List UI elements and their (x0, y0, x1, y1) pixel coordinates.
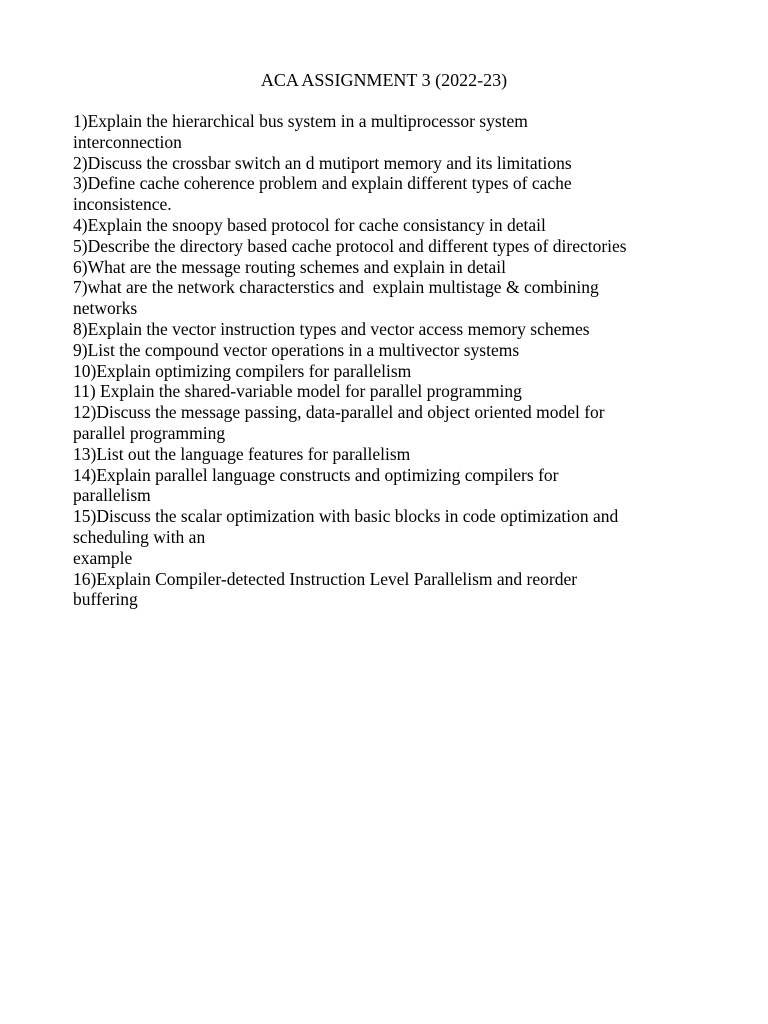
text-line: parallel programming (73, 422, 226, 443)
text-line: 10)Explain optimizing compilers for parallelism (73, 360, 412, 381)
text-line: 3)Define cache coherence problem and explain different types of cache (73, 173, 572, 194)
text-line: 12)Discuss the message passing, data-parallel and object oriented model for (73, 402, 605, 423)
text-line: 15)Discuss the scalar optimization with basic blocks in code optimization and (73, 506, 619, 527)
text-line: 13)List out the language features for parallelism (73, 443, 411, 464)
text-line: 4)Explain the snoopy based protocol for cache consistancy in detail (73, 214, 546, 235)
text-line: networks (73, 298, 138, 319)
text-line: scheduling with an (73, 526, 206, 547)
question-list (73, 111, 713, 610)
text-line: 7)what are the network characterstics and explain multistage & combining (73, 277, 599, 298)
text-line: 2)Discuss the crossbar switch an d mutiport memory and its limitations (73, 152, 572, 173)
document-title: ACA ASSIGNMENT 3 (2022-23) (260, 70, 508, 90)
text-line: 14)Explain parallel language constructs and optimizing compilers for (73, 464, 559, 485)
text-line: 9)List the compound vector operations in a multivector systems (73, 339, 520, 360)
text-line: parallelism (73, 485, 151, 506)
text-line: 11) Explain the shared-variable model for parallel programming (73, 381, 522, 402)
text-line: inconsistence. (73, 194, 172, 215)
text-line: 1)Explain the hierarchical bus system in a multiprocessor system (73, 111, 528, 131)
text-line: interconnection (73, 131, 182, 152)
text-line: 16)Explain Compiler-detected Instruction Level Parallelism and reorder (73, 568, 578, 589)
text-line: 5)Describe the directory based cache protocol and different types of directories (73, 235, 627, 256)
text-line: 8)Explain the vector instruction types and vector access memory schemes (73, 318, 590, 339)
text-line: 6)What are the message routing schemes and explain in detail (73, 256, 506, 277)
text-line: example (73, 547, 133, 568)
text-line: buffering (73, 589, 138, 610)
